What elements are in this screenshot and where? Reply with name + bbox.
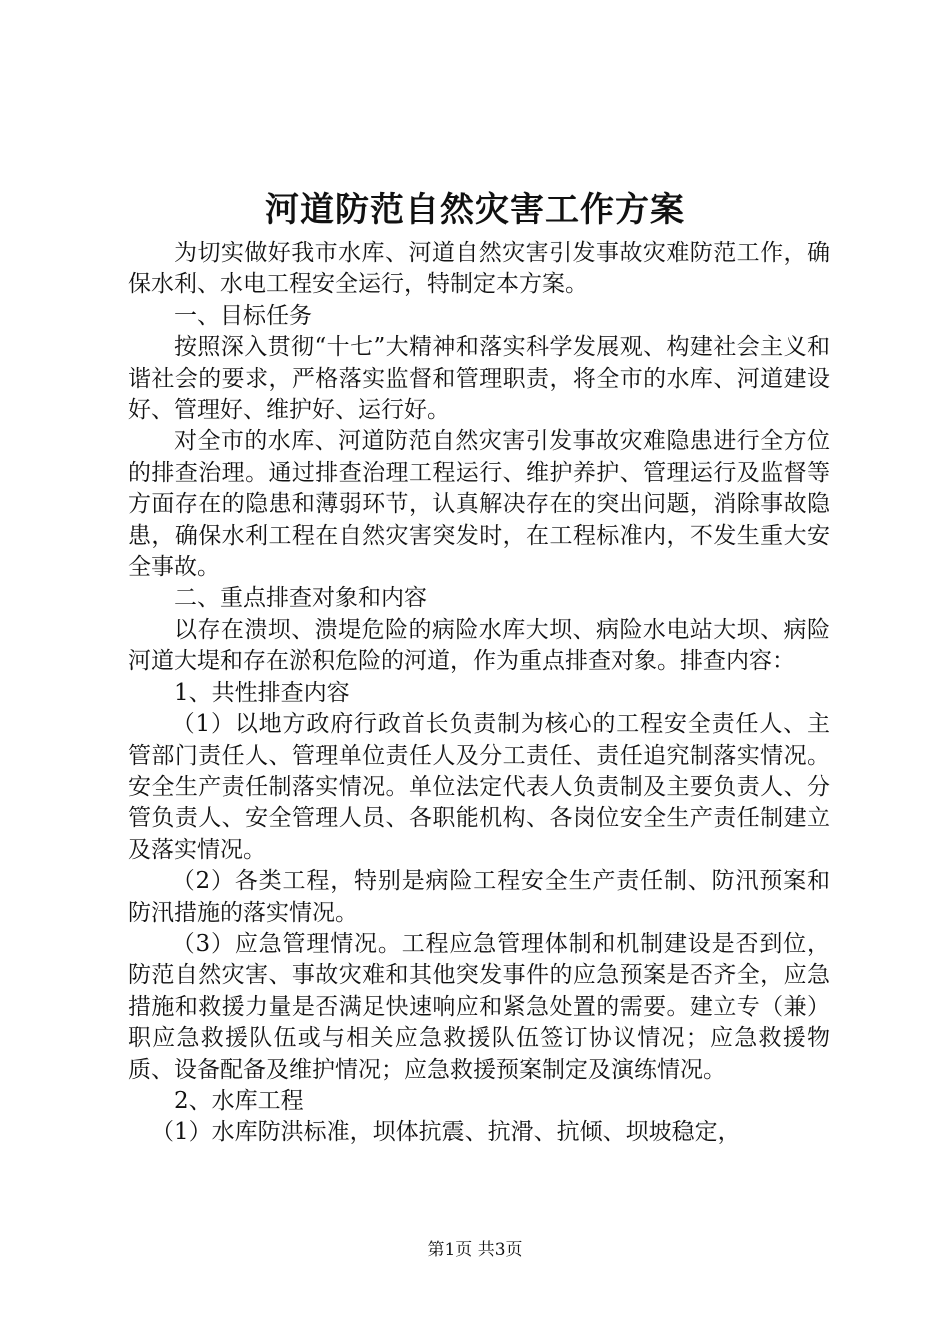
- paragraph-reservoir-1: （1）水库防洪标准，坝体抗震、抗滑、抗倾、坝坡稳定，: [151, 1119, 741, 1146]
- document-title: 河道防范自然灾害工作方案: [265, 190, 685, 230]
- document-body: [128, 238, 830, 1149]
- paragraph-item-3: （3）应急管理情况。工程应急管理体制和机制建设是否到位，防范自然灾害、事故灾难和其他突发事件的应急预案是否齐全，应急措施和救援力量是否满足快速响应和紧急处置的需要。建立专（兼）职应急救援队伍或与相关应急救援队伍签订协议情况；应急救援物质、设备配备及维护情况；应急救援预案制定及演练情况。: [128, 930, 830, 1083]
- heading-goals: 一、目标任务: [174, 302, 312, 329]
- page-footer: 第1页 共3页: [427, 1240, 523, 1260]
- paragraph-goals-2: 对全市的水库、河道防范自然灾害引发事故灾难隐患进行全方位的排查治理。通过排查治理工程运行、维护养护、管理运行及监督等方面存在的隐患和薄弱环节，认真解决存在的突出问题，消除事故隐患，确保水利工程在自然灾害突发时，在工程标准内，不发生重大安全事故。: [128, 428, 830, 581]
- paragraph-goals-1: 按照深入贯彻“十七”大精神和落实科学发展观、构建社会主义和谐社会的要求，严格落实监督和管理职责，将全市的水库、河道建设好、管理好、维护好、运行好。: [128, 334, 830, 424]
- heading-common-content: 1、共性排查内容: [174, 679, 350, 706]
- paragraph-item-1: （1）以地方政府行政首长负责制为核心的工程安全责任人、主管部门责任人、管理单位责任人及分工责任、责任追究制落实情况。安全生产责任制落实情况。单位法定代表人负责制及主要负责人、分管负责人、安全管理人员、各职能机构、各岗位安全生产责任制建立及落实情况。: [128, 711, 830, 863]
- paragraph-inspection: 以存在溃坝、溃堤危险的病险水库大坝、病险水电站大坝、病险河道大堤和存在淤积危险的河道，作为重点排查对象。排查内容：: [128, 616, 830, 675]
- paragraph-intro: 为切实做好我市水库、河道自然灾害引发事故灾难防范工作，确保水利、水电工程安全运行，特制定本方案。: [128, 240, 830, 298]
- heading-reservoir: 2、水库工程: [174, 1087, 304, 1114]
- heading-inspection: 二、重点排查对象和内容: [174, 585, 427, 612]
- paragraph-item-2: （2）各类工程，特别是病险工程安全生产责任制、防汛预案和防汛措施的落实情况。: [128, 868, 830, 926]
